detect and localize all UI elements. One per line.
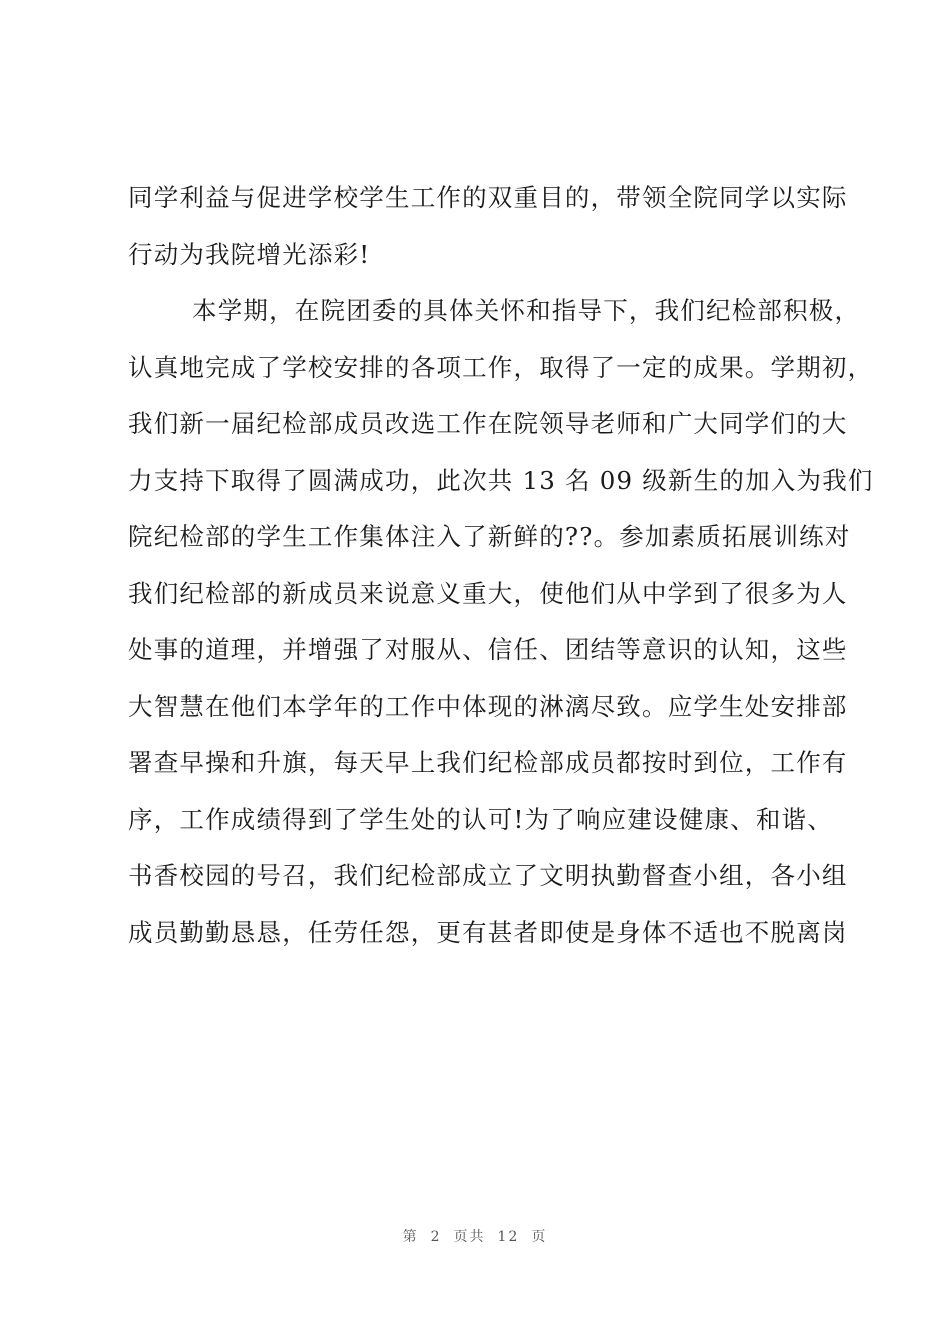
- text-line: 大智慧在他们本学年的工作中体现的淋漓尽致。应学生处安排部: [128, 691, 848, 721]
- page-footer: [0, 1226, 950, 1246]
- footer-prefix: 第: [402, 1229, 419, 1245]
- text-line: 同学利益与促进学校学生工作的双重目的，带领全院同学以实际: [128, 183, 848, 212]
- text-line: 我们新一届纪检部成员改选工作在院领导老师和广大同学们的大: [128, 409, 848, 438]
- text-line: 认真地完成了学校安排的各项工作，取得了一定的成果。学期初，: [128, 352, 874, 382]
- footer-total-pages: 12: [497, 1229, 520, 1245]
- text-line: 署查早操和升旗，每天早上我们纪检部成员都按时到位，工作有: [128, 748, 848, 777]
- text-line: 院纪检部的学生工作集体注入了新鲜的??。参加素质拓展训练对: [128, 522, 851, 551]
- text-line: 书香校园的号召，我们纪检部成立了文明执勤督查小组，各小组: [128, 861, 848, 890]
- text-line: 行动为我院增光添彩!: [128, 239, 371, 269]
- footer-middle: 页共: [453, 1229, 486, 1245]
- text-line: 成员勤勤恳恳，任劳任怨，更有甚者即使是身体不适也不脱离岗: [128, 917, 848, 947]
- text-line: 力支持下取得了圆满成功，此次共 13 名 09 级新生的加入为我们: [128, 465, 874, 495]
- text-line: 本学期，在院团委的具体关怀和指导下，我们纪检部积极，: [192, 296, 861, 325]
- text-line: 处事的道理，并增强了对服从、信任、团结等意识的认知，这些: [128, 635, 848, 664]
- footer-suffix: 页: [531, 1229, 548, 1245]
- text-line: 序，工作成绩得到了学生处的认可!为了响应建设健康、和谐、: [128, 804, 833, 834]
- document-body: [128, 170, 874, 961]
- text-line: 我们纪检部的新成员来说意义重大，使他们从中学到了很多为人: [128, 578, 848, 608]
- footer-current-page: 2: [430, 1229, 442, 1245]
